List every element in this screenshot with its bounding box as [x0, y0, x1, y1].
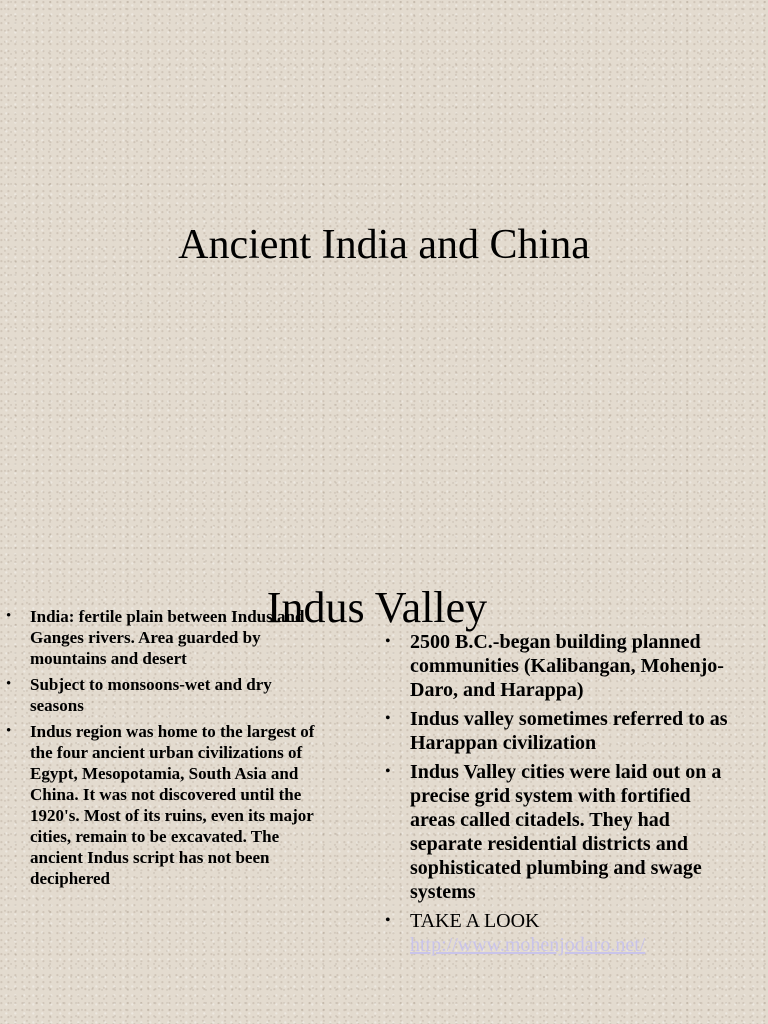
bullet-text: Subject to monsoons-wet and dry seasons: [30, 675, 272, 715]
bullet-icon: •: [385, 763, 391, 780]
bullet-icon: •: [385, 633, 391, 650]
bullet-icon: •: [385, 710, 391, 727]
bullet-item: [0, 674, 320, 716]
bullet-text: Indus region was home to the largest of the four ancient urban civilizations of Egypt, Mesopotamia, South Asia and China. It was not discovered until the 1920's. Most of its ruins, even its major cities, remain to be excavated. The ancient Indus script has not been deciphered: [30, 722, 315, 888]
right-bullet-list: [380, 630, 732, 962]
bullet-text: TAKE A LOOK: [410, 910, 540, 932]
bullet-item: [380, 707, 732, 755]
bullet-text: Indus valley sometimes referred to as Harappan civilization: [410, 708, 728, 754]
bullet-icon: •: [6, 608, 12, 624]
bullet-text: India: fertile plain between Indus and Ganges rivers. Area guarded by mountains and desert: [30, 607, 305, 668]
slide-title: Ancient India and China: [178, 222, 590, 268]
slide-title: Indus Valley: [266, 583, 488, 632]
bullet-icon: •: [6, 676, 12, 692]
bullet-icon: •: [385, 912, 391, 929]
left-bullet-list: [0, 606, 320, 894]
bullet-item: [380, 909, 732, 957]
bullet-icon: •: [6, 723, 12, 739]
mohenjodaro-link[interactable]: http://www.mohenjodaro.net/: [410, 934, 646, 956]
slide-2: [0, 512, 768, 1024]
bullet-item: [380, 630, 732, 702]
bullet-item: [380, 760, 732, 904]
bullet-text: 2500 B.C.-began building planned communities (Kalibangan, Mohenjo-Daro, and Harappa): [410, 631, 724, 701]
bullet-item: [0, 721, 320, 889]
bullet-text: Indus Valley cities were laid out on a precise grid system with fortified areas called citadels. They had separate residential districts and sophisticated plumbing and swage systems: [410, 761, 722, 903]
